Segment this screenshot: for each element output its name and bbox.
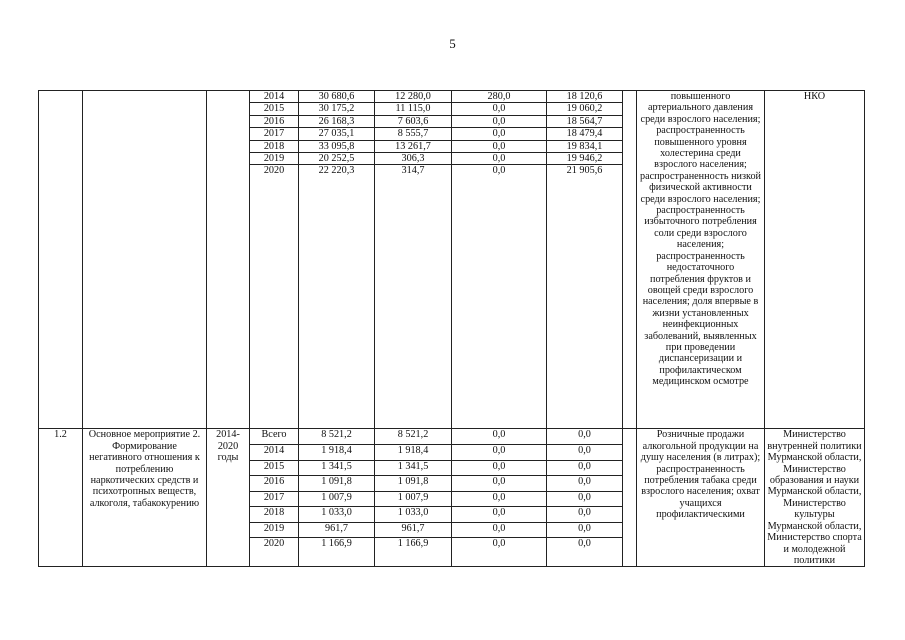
indicators-cell: повышенного артериального давления среди взрослого населения; распространенность повышенного уровня холестерина среди взрослого населения; распространенность низкой физической активности среди взрослого населения; распространенность избыточного потребления соли среди взрослого населения; распространенность недостаточного потребления фруктов и овощей среди взрослого населения; доля впервые в жизни установленных неинфекционных заболеваний, выявленных при проведении диспансеризации и профилактическом медицинском осмотре — [637, 91, 765, 429]
regional-cell: 0,0 — [452, 103, 547, 115]
executors-cell: НКО — [765, 91, 865, 429]
total-cell: 961,7 — [299, 522, 375, 538]
year-cell: 2017 — [250, 128, 299, 140]
federal-cell: 1 033,0 — [375, 507, 452, 523]
other-cell: 0,0 — [547, 460, 623, 476]
empty-cell — [207, 91, 250, 429]
year-cell: 2015 — [250, 103, 299, 115]
regional-cell: 0,0 — [452, 491, 547, 507]
regional-cell: 0,0 — [452, 128, 547, 140]
total-cell: 22 220,3 — [299, 165, 375, 429]
regional-cell: 0,0 — [452, 522, 547, 538]
total-cell: 30 175,2 — [299, 103, 375, 115]
other-cell: 0,0 — [547, 522, 623, 538]
other-cell: 18 120,6 — [547, 91, 623, 103]
federal-cell: 1 918,4 — [375, 445, 452, 461]
page-number: 5 — [449, 36, 456, 51]
federal-cell: 306,3 — [375, 153, 452, 165]
other-cell: 21 905,6 — [547, 165, 623, 429]
regional-cell: 0,0 — [452, 538, 547, 567]
other-cell: 19 060,2 — [547, 103, 623, 115]
total-cell: 26 168,3 — [299, 115, 375, 127]
empty-cell — [623, 91, 637, 429]
regional-cell: 0,0 — [452, 507, 547, 523]
other-cell: 0,0 — [547, 476, 623, 492]
year-cell: 2018 — [250, 507, 299, 523]
year-cell: 2020 — [250, 165, 299, 429]
regional-cell: 0,0 — [452, 460, 547, 476]
federal-cell: 1 091,8 — [375, 476, 452, 492]
other-cell: 0,0 — [547, 507, 623, 523]
other-cell: 0,0 — [547, 429, 623, 445]
total-cell: 1 091,8 — [299, 476, 375, 492]
federal-cell: 961,7 — [375, 522, 452, 538]
year-cell: 2014 — [250, 445, 299, 461]
federal-cell: 13 261,7 — [375, 140, 452, 152]
federal-cell: 8 521,2 — [375, 429, 452, 445]
regional-cell: 0,0 — [452, 429, 547, 445]
item-number: 1.2 — [39, 429, 83, 567]
regional-cell: 0,0 — [452, 445, 547, 461]
year-cell: 2015 — [250, 460, 299, 476]
empty-cell — [39, 91, 83, 429]
regional-cell: 0,0 — [452, 165, 547, 429]
other-cell: 18 479,4 — [547, 128, 623, 140]
regional-cell: 0,0 — [452, 140, 547, 152]
total-cell: 33 095,8 — [299, 140, 375, 152]
executors-cell: Министерство внутренней политики Мурманской области, Министерство образования и науки Мурманской области, Министерство культуры Мурманской области, Министерство спорта и молодежной политики — [765, 429, 865, 567]
year-cell: 2014 — [250, 91, 299, 103]
federal-cell: 314,7 — [375, 165, 452, 429]
federal-cell: 11 115,0 — [375, 103, 452, 115]
regional-cell: 0,0 — [452, 476, 547, 492]
period-cell: 2014-2020 годы — [207, 429, 250, 567]
year-cell: 2016 — [250, 115, 299, 127]
total-cell: 1 341,5 — [299, 460, 375, 476]
year-cell: Всего — [250, 429, 299, 445]
year-cell: 2020 — [250, 538, 299, 567]
federal-cell: 8 555,7 — [375, 128, 452, 140]
year-cell: 2019 — [250, 153, 299, 165]
other-cell: 0,0 — [547, 445, 623, 461]
empty-cell — [83, 91, 207, 429]
indicators-cell: Розничные продажи алкогольной продукции на душу населения (в литрах); распространенность потребления табака среди взрослого населения; охват учащихся профилактическими — [637, 429, 765, 567]
federal-cell: 1 007,9 — [375, 491, 452, 507]
federal-cell: 1 341,5 — [375, 460, 452, 476]
total-cell: 20 252,5 — [299, 153, 375, 165]
federal-cell: 1 166,9 — [375, 538, 452, 567]
federal-cell: 7 603,6 — [375, 115, 452, 127]
other-cell: 18 564,7 — [547, 115, 623, 127]
total-cell: 1 166,9 — [299, 538, 375, 567]
year-cell: 2017 — [250, 491, 299, 507]
regional-cell: 0,0 — [452, 153, 547, 165]
year-cell: 2016 — [250, 476, 299, 492]
year-cell: 2018 — [250, 140, 299, 152]
table-row — [39, 429, 865, 445]
total-cell: 1 918,4 — [299, 445, 375, 461]
program-table — [38, 90, 865, 567]
activity-name: Основное мероприятие 2. Формирование негативного отношения к потреблению наркотических средств и психотропных веществ, алкоголя, табакокурению — [83, 429, 207, 567]
table-row — [39, 91, 865, 103]
other-cell: 0,0 — [547, 491, 623, 507]
other-cell: 0,0 — [547, 538, 623, 567]
empty-cell — [623, 429, 637, 567]
total-cell: 8 521,2 — [299, 429, 375, 445]
year-cell: 2019 — [250, 522, 299, 538]
federal-cell: 12 280,0 — [375, 91, 452, 103]
regional-cell: 280,0 — [452, 91, 547, 103]
other-cell: 19 834,1 — [547, 140, 623, 152]
other-cell: 19 946,2 — [547, 153, 623, 165]
total-cell: 27 035,1 — [299, 128, 375, 140]
regional-cell: 0,0 — [452, 115, 547, 127]
total-cell: 30 680,6 — [299, 91, 375, 103]
total-cell: 1 007,9 — [299, 491, 375, 507]
total-cell: 1 033,0 — [299, 507, 375, 523]
